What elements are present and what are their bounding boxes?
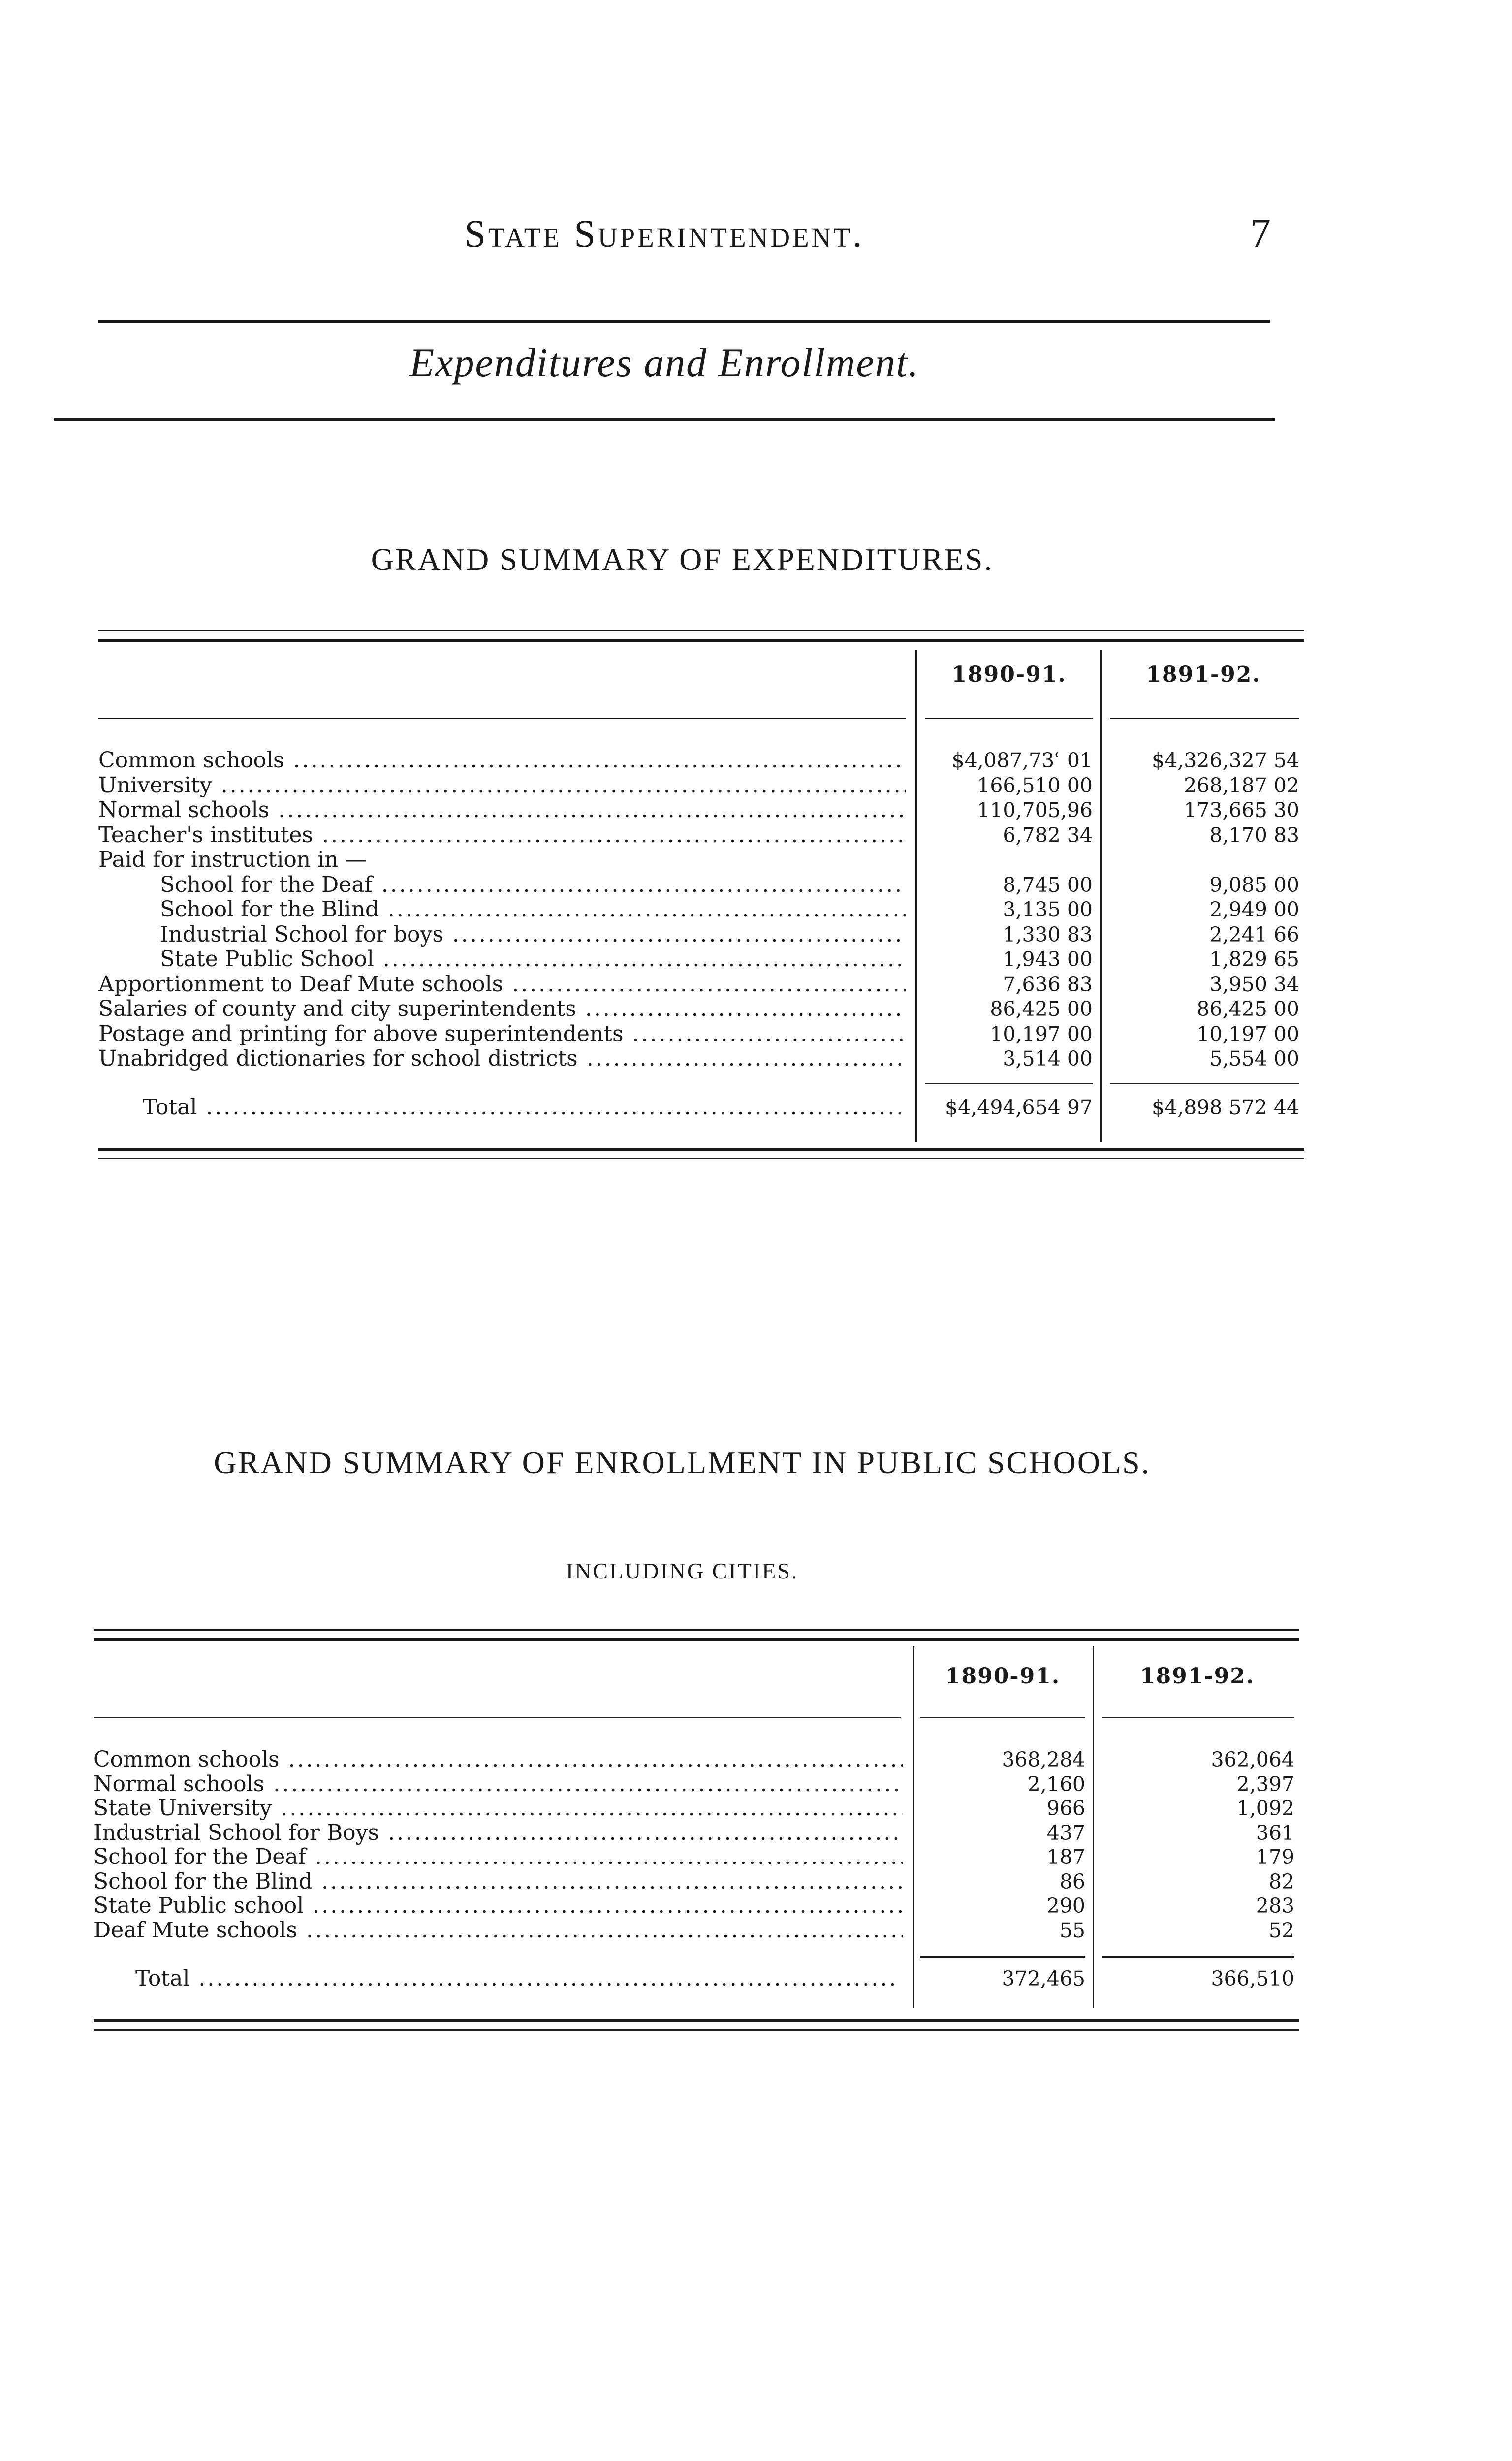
enrollment-head-rule-1891 — [1102, 1717, 1294, 1718]
expenditures-row-value-1891: 2,949 00 — [1209, 898, 1299, 921]
enrollment-row-label: State Public school ..... — [94, 1893, 903, 1918]
expenditures-row-label: Paid for instruction in — — [98, 848, 367, 872]
expenditures-row-value-1891: 10,197 00 — [1197, 1022, 1299, 1046]
expenditures-row — [98, 972, 1304, 997]
enrollment-row-value-1890: 437 — [1046, 1821, 1085, 1845]
expenditures-row — [98, 798, 1304, 822]
expenditures-head-rule-1890 — [925, 718, 1093, 719]
enrollment-row — [94, 1893, 1299, 1918]
header-rule-bottom — [54, 418, 1275, 421]
enrollment-row-value-1890: 368,284 — [1002, 1748, 1085, 1771]
enrollment-row-value-1891: 283 — [1256, 1894, 1294, 1918]
expenditures-row-label: Teacher's institutes ..... — [98, 823, 906, 848]
enrollment-row-value-1890: 86 — [1059, 1869, 1085, 1893]
expenditures-row-value-1890: 166,510 00 — [977, 773, 1093, 797]
expenditures-head-rule-1891 — [1110, 718, 1299, 719]
enrollment-row-value-1890: 290 — [1046, 1894, 1085, 1918]
expenditures-bottom-rule-2 — [98, 1158, 1304, 1159]
enrollment-head-rule-1890 — [920, 1717, 1085, 1718]
enrollment-head-rule-label — [94, 1717, 901, 1718]
expenditures-row-value-1890: 3,135 00 — [1003, 898, 1093, 921]
header-rule-top — [98, 320, 1270, 323]
expenditures-row-label: Industrial School for boys ..... — [160, 922, 906, 947]
enrollment-row-value-1890: 966 — [1046, 1797, 1085, 1820]
enrollment-row — [94, 1869, 1299, 1894]
expenditures-total-label: Total ..... — [143, 1095, 906, 1120]
enrollment-total-row — [94, 1966, 1299, 1991]
enrollment-total-1890: 372,465 — [1002, 1967, 1085, 1990]
enrollment-row-value-1891: 179 — [1256, 1845, 1294, 1869]
expenditures-row-label: University ..... — [98, 773, 906, 798]
expenditures-row — [98, 947, 1304, 972]
expenditures-row-value-1891: 3,950 34 — [1209, 972, 1299, 996]
expenditures-row-label: Postage and printing for above superintendents ..... — [98, 1022, 906, 1046]
enrollment-row-value-1891: 361 — [1256, 1821, 1294, 1845]
expenditures-row-value-1891: 2,241 66 — [1209, 922, 1299, 947]
expenditures-row-value-1891: 86,425 00 — [1197, 997, 1299, 1021]
enrollment-row-label: State University ..... — [94, 1796, 903, 1821]
expenditures-total-rule-1890 — [925, 1083, 1093, 1084]
expenditures-col-1890: 1890-91. — [951, 662, 1067, 687]
enrollment-row-value-1890: 2,160 — [1027, 1772, 1085, 1796]
expenditures-row-label: Salaries of county and city superintendents ..... — [98, 997, 906, 1021]
expenditures-row-value-1890: 1,330 83 — [1003, 922, 1093, 947]
enrollment-bottom-rule-2 — [94, 2029, 1299, 2031]
enrollment-row — [94, 1796, 1299, 1821]
expenditures-total-row — [98, 1095, 1304, 1120]
enrollment-total-rule-1891 — [1102, 1956, 1294, 1958]
enrollment-row — [94, 1918, 1299, 1943]
enrollment-row-label: Normal schools ..... — [94, 1772, 903, 1797]
section-title: Expenditures and Enrollment. — [409, 340, 920, 385]
expenditures-row — [98, 873, 1304, 897]
expenditures-row-value-1890: $4,087,73ʿ 01 — [951, 749, 1093, 772]
expenditures-row-value-1891: $4,326,327 54 — [1152, 749, 1299, 772]
expenditures-row — [98, 848, 1304, 872]
expenditures-col-1891: 1891-92. — [1146, 662, 1261, 687]
enrollment-row-value-1891: 1,092 — [1236, 1797, 1294, 1820]
expenditures-row-value-1891: 1,829 65 — [1209, 947, 1299, 971]
expenditures-title: GRAND SUMMARY OF EXPENDITURES. — [371, 542, 994, 577]
expenditures-row-value-1890: 6,782 34 — [1003, 823, 1093, 847]
expenditures-row-value-1890: 10,197 00 — [990, 1022, 1093, 1046]
expenditures-row-value-1890: 1,943 00 — [1003, 947, 1093, 971]
expenditures-row — [98, 922, 1304, 947]
expenditures-row-label: School for the Deaf ..... — [160, 873, 906, 897]
enrollment-col-1890: 1890-91. — [945, 1664, 1061, 1689]
enrollment-row — [94, 1747, 1299, 1772]
expenditures-row-label: Common schools ..... — [98, 748, 906, 773]
enrollment-row-value-1890: 55 — [1059, 1918, 1085, 1942]
expenditures-head-rule-label — [98, 718, 906, 719]
expenditures-row-label: State Public School ..... — [160, 947, 906, 972]
enrollment-bottom-rule — [94, 2019, 1299, 2022]
expenditures-row-label: Unabridged dictionaries for school districts ..... — [98, 1046, 906, 1071]
enrollment-subtitle: INCLUDING CITIES. — [566, 1558, 799, 1583]
enrollment-title: GRAND SUMMARY OF ENROLLMENT IN PUBLIC SCHOOLS. — [214, 1445, 1151, 1480]
page-number: 7 — [1250, 210, 1271, 256]
enrollment-top-rule — [94, 1629, 1299, 1631]
expenditures-row — [98, 748, 1304, 773]
expenditures-bottom-rule — [98, 1148, 1304, 1151]
expenditures-row-value-1891: 173,665 30 — [1184, 798, 1299, 822]
enrollment-total-label: Total ..... — [135, 1966, 898, 1991]
expenditures-top-rule — [98, 630, 1304, 631]
expenditures-row-value-1891: 5,554 00 — [1209, 1047, 1299, 1071]
enrollment-row-label: School for the Deaf ..... — [94, 1845, 903, 1869]
expenditures-row-value-1891: 268,187 02 — [1184, 773, 1299, 797]
expenditures-row-label: Apportionment to Deaf Mute schools ..... — [98, 972, 906, 997]
enrollment-row-label: Deaf Mute schools ..... — [94, 1918, 903, 1943]
expenditures-row — [98, 897, 1304, 922]
expenditures-row — [98, 1022, 1304, 1046]
enrollment-row — [94, 1845, 1299, 1869]
expenditures-row-value-1891: 8,170 83 — [1209, 823, 1299, 847]
expenditures-row-label: Normal schools ..... — [98, 798, 906, 822]
enrollment-row — [94, 1821, 1299, 1845]
expenditures-top-rule-2 — [98, 639, 1304, 642]
expenditures-row-value-1890: 7,636 83 — [1003, 972, 1093, 996]
expenditures-row-value-1890: 3,514 00 — [1003, 1047, 1093, 1071]
enrollment-row-value-1891: 52 — [1268, 1918, 1294, 1942]
enrollment-top-rule-2 — [94, 1638, 1299, 1641]
expenditures-row — [98, 823, 1304, 848]
enrollment-total-1891: 366,510 — [1211, 1967, 1294, 1990]
expenditures-row — [98, 997, 1304, 1021]
expenditures-row — [98, 773, 1304, 798]
expenditures-row-value-1890: 86,425 00 — [990, 997, 1093, 1021]
expenditures-total-1890: $4,494,654 97 — [945, 1096, 1093, 1119]
enrollment-row — [94, 1772, 1299, 1797]
expenditures-total-rule-1891 — [1110, 1083, 1299, 1084]
running-title: State Superintendent. — [464, 212, 865, 255]
enrollment-row-label: School for the Blind ..... — [94, 1869, 903, 1894]
enrollment-row-label: Industrial School for Boys ..... — [94, 1821, 903, 1845]
enrollment-row-value-1891: 362,064 — [1211, 1748, 1294, 1771]
enrollment-row-value-1891: 2,397 — [1236, 1772, 1294, 1796]
expenditures-row-value-1890: 8,745 00 — [1003, 873, 1093, 897]
enrollment-total-rule-1890 — [920, 1956, 1085, 1958]
expenditures-row-value-1891: 9,085 00 — [1209, 873, 1299, 897]
expenditures-row-label: School for the Blind ..... — [160, 897, 906, 922]
enrollment-row-value-1891: 82 — [1268, 1869, 1294, 1893]
enrollment-row-value-1890: 187 — [1046, 1845, 1085, 1869]
enrollment-col-1891: 1891-92. — [1139, 1664, 1255, 1689]
expenditures-row — [98, 1046, 1304, 1071]
expenditures-total-1891: $4,898 572 44 — [1152, 1096, 1299, 1119]
enrollment-row-label: Common schools ..... — [94, 1747, 903, 1772]
expenditures-row-value-1890: 110,705,96 — [977, 798, 1093, 822]
